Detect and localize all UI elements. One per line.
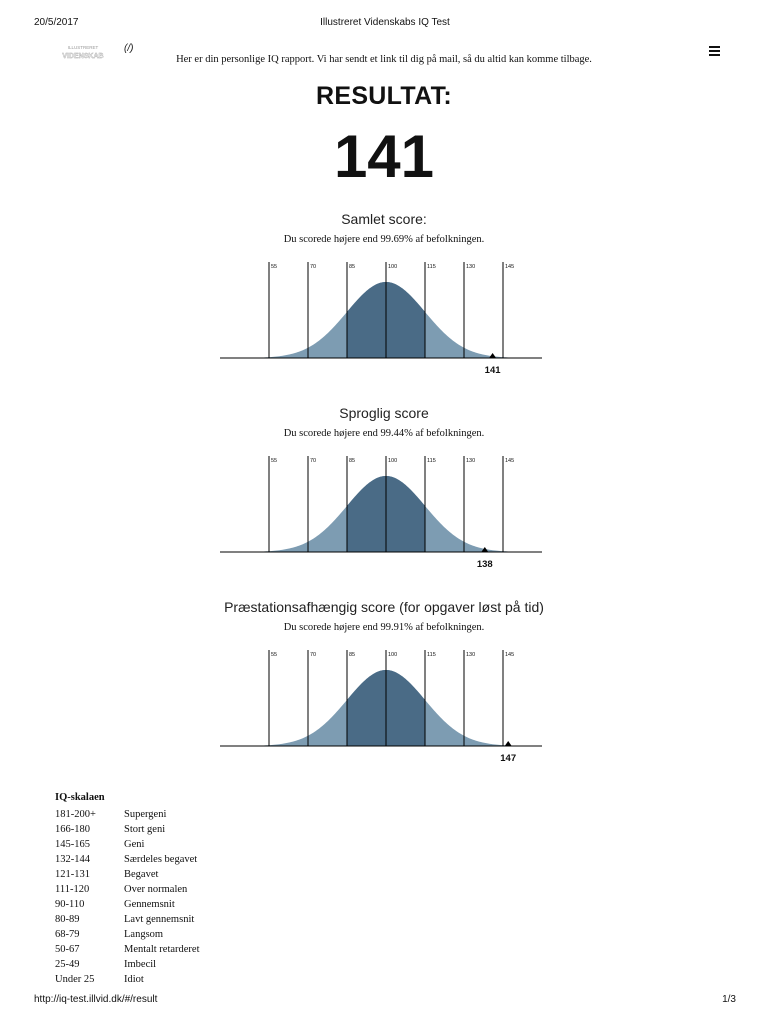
iq-scale-label: Idiot: [124, 974, 144, 985]
score-title: Præstationsafhængig score (for opgaver løst på tid): [224, 599, 544, 615]
iq-scale-row: [55, 807, 167, 822]
iq-scale-range: Under 25: [55, 974, 95, 985]
iq-scale-range: 166-180: [55, 824, 90, 835]
tick-label: 55: [271, 264, 278, 270]
score-subtitle: Du scorede højere end 99.91% af befolkningen.: [283, 622, 485, 633]
iq-scale-row: [55, 867, 159, 882]
print-page-number: 1/3: [722, 994, 736, 1005]
iq-scale-row: [55, 837, 145, 852]
iq-scale-label: Stort geni: [124, 824, 166, 835]
print-url: http://iq-test.illvid.dk/#/result: [34, 994, 158, 1005]
iq-scale-rows: [55, 807, 200, 987]
score-subtitle: Du scorede højere end 99.44% af befolkningen.: [283, 428, 485, 439]
tick-label: 145: [505, 264, 515, 270]
distribution-chart: [220, 641, 550, 771]
iq-scale-range: 68-79: [55, 929, 80, 940]
tick-label: 85: [349, 652, 356, 658]
iq-scale-range: 111-120: [55, 884, 90, 895]
iq-scale-label: Supergeni: [124, 809, 167, 820]
iq-scale-row: [55, 897, 175, 912]
iq-scale-label: Begavet: [124, 869, 159, 880]
iq-scale-title: IQ-skalaen: [55, 792, 105, 803]
distribution-chart: [220, 253, 550, 383]
logo-link-text[interactable]: (/): [124, 43, 134, 54]
iq-scale-label: Over normalen: [124, 884, 188, 895]
iq-scale-label: Særdeles begavet: [124, 854, 198, 865]
tick-label: 100: [388, 264, 398, 270]
iq-scale-row: [55, 852, 198, 867]
score-marker-label: 147: [500, 753, 517, 764]
iq-scale-range: 132-144: [55, 854, 90, 865]
iq-scale-label: Geni: [124, 839, 145, 850]
iq-scale-label: Gennemsnit: [124, 899, 175, 910]
iq-scale-table: [55, 792, 200, 987]
print-date: 20/5/2017: [34, 17, 79, 28]
tick-label: 100: [388, 458, 398, 464]
distribution-chart: [220, 447, 550, 577]
tick-label: 55: [271, 652, 278, 658]
score-section-verbal: [0, 405, 768, 580]
tick-label: 100: [388, 652, 398, 658]
tick-label: 115: [427, 652, 436, 658]
result-value: 141: [333, 123, 435, 190]
logo-text-top: ILLUSTRERET: [67, 45, 99, 50]
iq-scale-row: [55, 957, 157, 972]
score-marker-triangle: [505, 741, 512, 746]
score-title: Sproglig score: [339, 405, 429, 421]
tick-label: 55: [271, 458, 278, 464]
iq-scale-label: Mentalt retarderet: [124, 944, 200, 955]
iq-scale-row: [55, 912, 195, 927]
iq-scale-range: 121-131: [55, 869, 90, 880]
iq-scale-row: [55, 942, 200, 957]
score-section-performance: [0, 599, 768, 774]
tick-label: 115: [427, 264, 436, 270]
tick-label: 70: [310, 652, 317, 658]
iq-scale-label: Lavt gennemsnit: [124, 914, 195, 925]
tick-label: 70: [310, 264, 317, 270]
intro-text: Her er din personlige IQ rapport. Vi har sendt et link til dig på mail, så du altid kan komme tilbage.: [176, 54, 592, 65]
tick-label: 130: [466, 652, 476, 658]
score-section-total: [0, 211, 768, 386]
tick-label: 130: [466, 264, 476, 270]
iq-scale-range: 50-67: [55, 944, 80, 955]
score-subtitle: Du scorede højere end 99.69% af befolkningen.: [283, 234, 485, 245]
iq-scale-label: Imbecil: [124, 959, 157, 970]
score-marker-label: 141: [484, 365, 501, 376]
tick-label: 70: [310, 458, 317, 464]
iq-scale-row: [55, 822, 166, 837]
score-title: Samlet score:: [341, 211, 427, 227]
iq-scale-label: Langsom: [124, 929, 164, 940]
print-footer: [34, 994, 736, 1008]
print-title: Illustreret Videnskabs IQ Test: [320, 17, 450, 28]
iq-scale-row: [55, 882, 188, 897]
score-marker-label: 138: [476, 559, 493, 570]
iq-scale-row: [55, 927, 164, 942]
tick-label: 145: [505, 652, 515, 658]
iq-scale-range: 25-49: [55, 959, 80, 970]
score-marker-triangle: [489, 353, 496, 358]
iq-scale-range: 80-89: [55, 914, 80, 925]
tick-label: 85: [349, 458, 356, 464]
iq-scale-range: 90-110: [55, 899, 85, 910]
print-header: [34, 17, 736, 31]
tick-label: 85: [349, 264, 356, 270]
tick-label: 115: [427, 458, 436, 464]
tick-label: 145: [505, 458, 515, 464]
tick-label: 130: [466, 458, 476, 464]
result-heading: RESULTAT:: [315, 82, 452, 110]
iq-scale-range: 181-200+: [55, 809, 96, 820]
logo-text-bottom: VIDENSKAB: [62, 53, 104, 60]
iq-scale-range: 145-165: [55, 839, 90, 850]
iq-scale-row: [55, 972, 144, 987]
